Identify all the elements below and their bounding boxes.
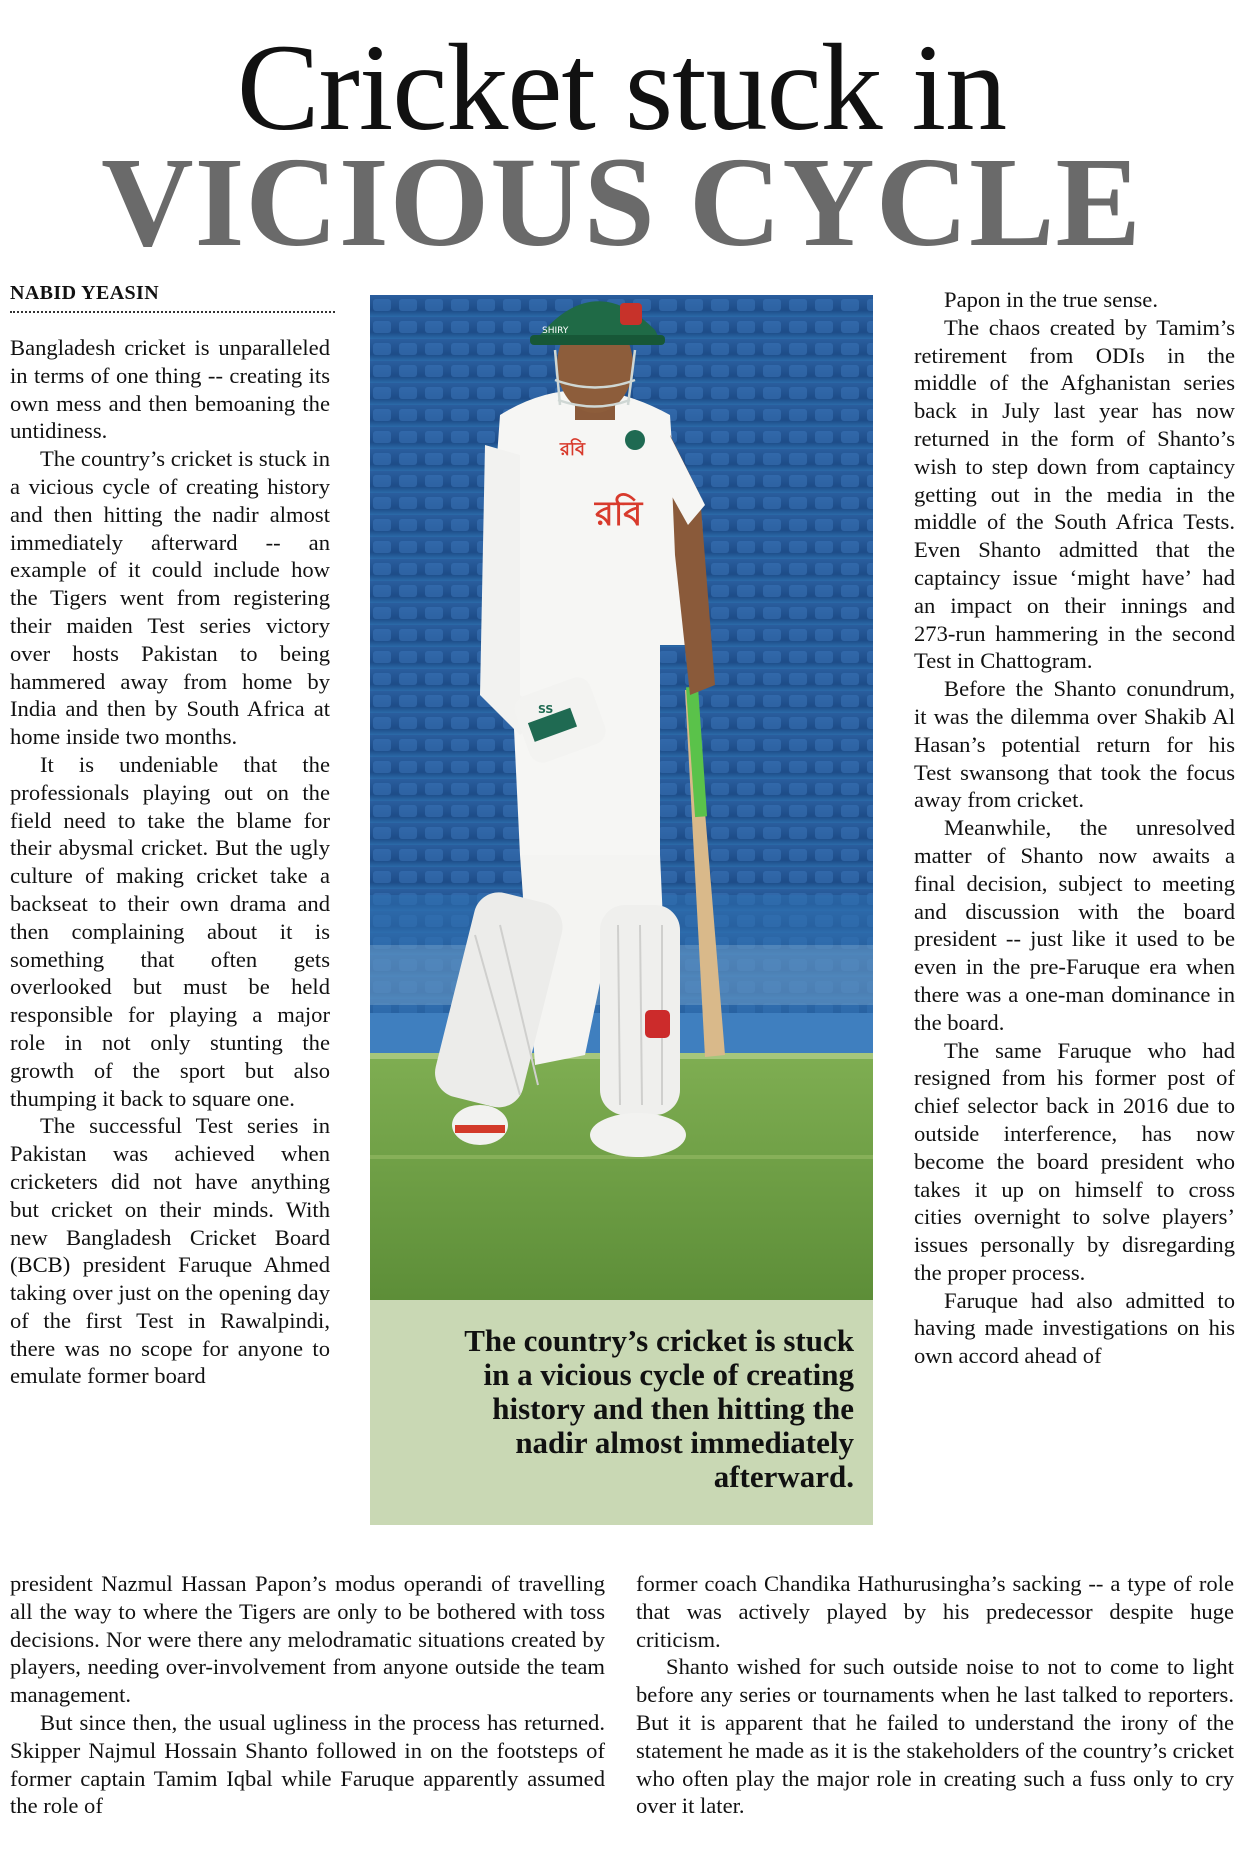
paragraph: former coach Chandika Hathurusingha’s sacking -- a type of role that was actively played by his predecessor despite huge criticism. bbox=[636, 1571, 1234, 1652]
headline-line-1: Cricket stuck in bbox=[236, 19, 1007, 156]
glove-logo: SS bbox=[538, 703, 554, 716]
paragraph: The chaos created by Tamim’s retirement from ODIs in the middle of the Afghanistan series back in July last year has now returned in the form of Shanto’s wish to step down from captaincy getting out in the media in the middle of the South Africa Tests. Even Shanto admitted that the captaincy issue ‘might have’ had an impact on their innings and 273-run hammering in the second Test in Chattogram. bbox=[914, 314, 1235, 674]
paragraph: Before the Shanto conundrum, it was the dilemma over Shakib Al Hasan’s potential return for his Test swansong that took the focus away from cricket. bbox=[914, 676, 1235, 813]
paragraph: The country’s cricket is stuck in a vicious cycle of creating history and then hitting the nadir almost immediately afterward -- an example of it could include how the Tigers went from registering their maiden Test series victory over hosts Pakistan to being hammered away from home by India and then by South Africa at home inside two months. bbox=[10, 446, 330, 750]
paragraph: Bangladesh cricket is unparalleled in terms of one thing -- creating its own mess and then bemoaning the untidiness. bbox=[10, 335, 330, 444]
pull-quote: The country’s cricket is stuck in a vicious cycle of creating history and then hitting the nadir almost immediately afterward. bbox=[464, 1323, 854, 1494]
bottom-right-column bbox=[636, 1570, 1234, 1820]
paragraph: But since then, the usual ugliness in the process has returned. Skipper Najmul Hossain Shanto followed in on the footsteps of former captain Tamim Iqbal while Faruque apparently assumed the role of bbox=[10, 1709, 605, 1819]
paragraph: The same Faruque who had resigned from his former post of chief selector back in 2016 due to outside interference, has now become the board president who takes it up on himself to cross cities overnight to solve players’ issues personally by disregarding the proper process. bbox=[914, 1037, 1235, 1285]
paragraph: president Nazmul Hassan Papon’s modus operandi of travelling all the way to where the Tigers are only to be bothered with toss decisions. Nor were there any melodramatic situations created by players, needing over-involvement from anyone outside the team management. bbox=[10, 1571, 605, 1708]
paragraph: It is undeniable that the professionals playing out on the field need to take the blame for their abysmal cricket. But the ugly culture of making cricket take a backseat to their own drama and then complaining about it is something that often gets overlooked but must be held responsible for playing a major role in not only stunting the growth of the sport but also thumping it back to square one. bbox=[10, 751, 330, 1111]
byline: NABID YEASIN bbox=[10, 282, 335, 313]
column-3 bbox=[914, 286, 1235, 1370]
headline-line-2: VICIOUS CYCLE bbox=[101, 131, 1142, 273]
paragraph: Meanwhile, the unresolved matter of Shanto now awaits a final decision, subject to meeting and discussion with the board president -- just like it used to be even in the pre-Faruque era when there was a one-man dominance in the board. bbox=[914, 815, 1235, 1035]
column-1 bbox=[10, 334, 330, 1390]
pull-quote-box bbox=[370, 1300, 873, 1525]
paragraph: The successful Test series in Pakistan was achieved when cricketers did not have anything but cricket on their minds. With new Bangladesh Cricket Board (BCB) president Faruque Ahmed taking over just on the opening day of the first Test in Rawalpindi, there was no scope for anyone to emulate former board bbox=[10, 1113, 330, 1389]
paragraph: Shanto wished for such outside noise to not to come to light before any series or tournaments when he last talked to reporters. But it is apparent that he failed to understand the irony of the statement he made as it is the stakeholders of the country’s cricket who often play the major role in creating such a fuss only to cry over it later. bbox=[636, 1654, 1234, 1819]
player-photo bbox=[370, 295, 873, 1300]
paragraph: Papon in the true sense. bbox=[944, 287, 1158, 312]
shirt-sponsor-large: রবি bbox=[595, 494, 643, 534]
paragraph: Faruque had also admitted to having made investigations on his own accord ahead of bbox=[914, 1287, 1235, 1369]
shirt-sponsor-small: রবি bbox=[560, 439, 586, 460]
helmet-logo: SHIRY bbox=[542, 326, 569, 336]
bottom-left-column bbox=[10, 1570, 605, 1820]
